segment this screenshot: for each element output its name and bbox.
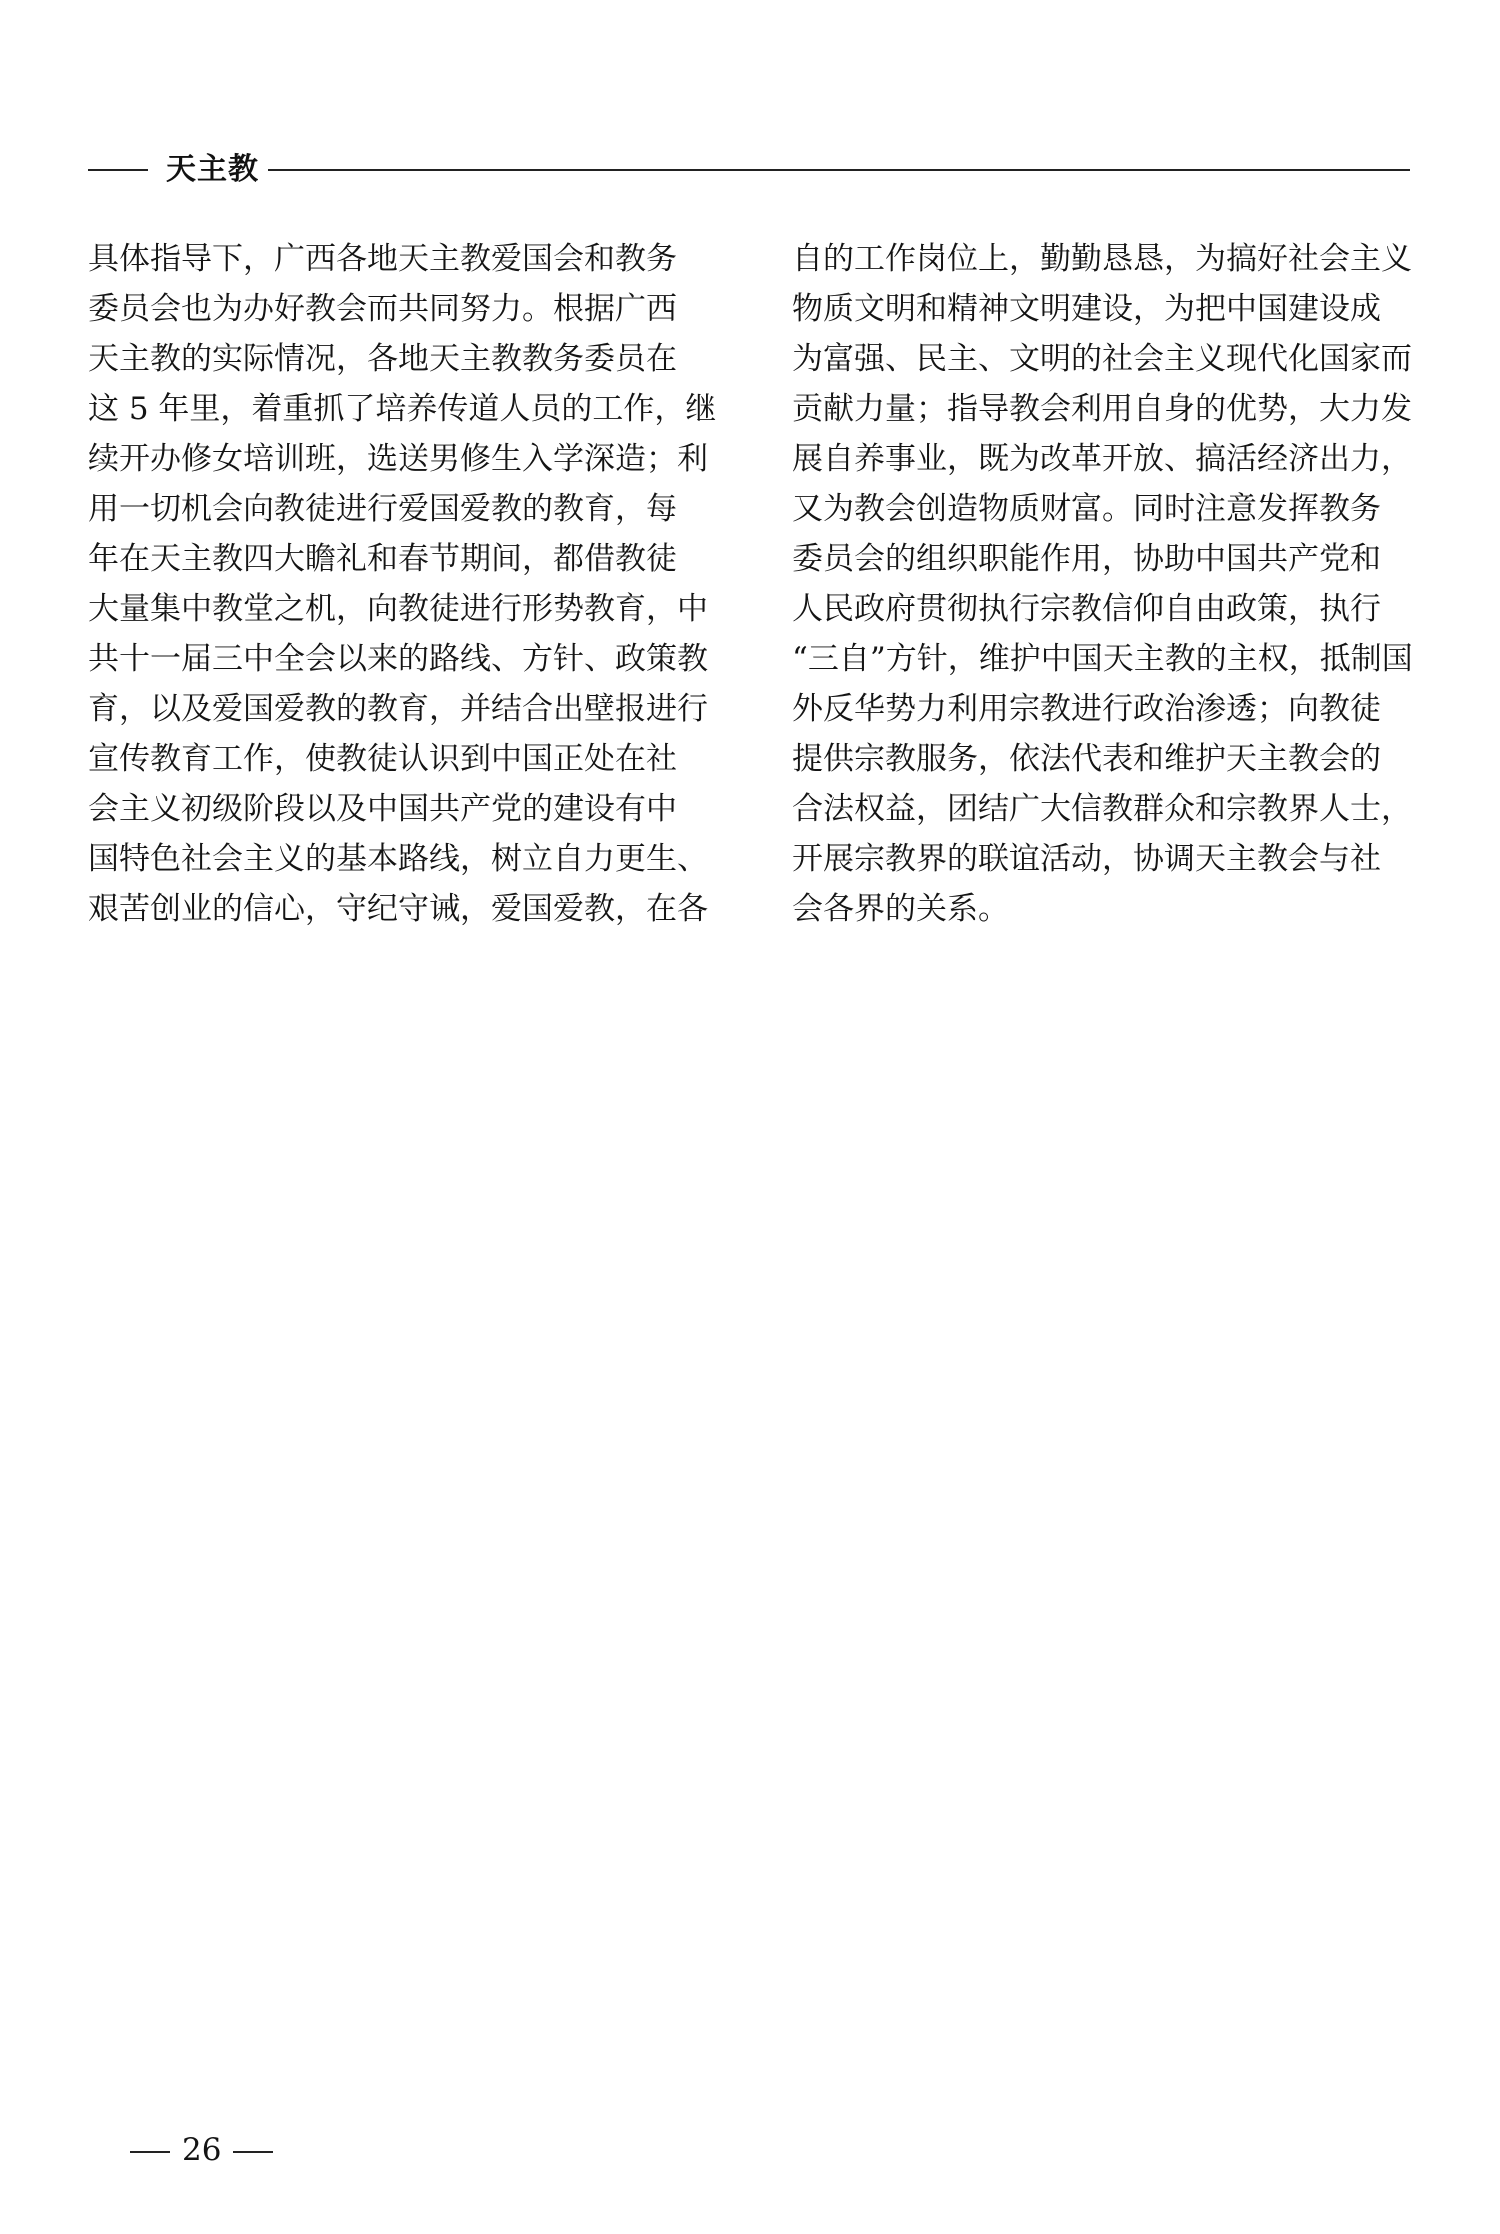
text-line: 艰苦创业的信心，守纪守诫，爱国爱教，在各 bbox=[88, 891, 708, 927]
folio-dash-right bbox=[233, 2151, 273, 2153]
running-header bbox=[88, 150, 1410, 190]
page-number: 26 bbox=[182, 2132, 222, 2168]
text-line: 提供宗教服务，依法代表和维护天主教会的 bbox=[792, 741, 1381, 777]
left-text-column bbox=[88, 234, 740, 934]
header-rule-right bbox=[268, 169, 1410, 171]
text-line: 大量集中教堂之机，向教徒进行形势教育，中 bbox=[88, 591, 708, 627]
text-line: 为富强、民主、文明的社会主义现代化国家而 bbox=[792, 341, 1412, 377]
section-title: 天主教 bbox=[166, 152, 259, 187]
text-line: 共十一届三中全会以来的路线、方针、政策教 bbox=[88, 641, 708, 677]
text-line: 物质文明和精神文明建设，为把中国建设成 bbox=[792, 291, 1381, 327]
text-line: 宣传教育工作，使教徒认识到中国正处在社 bbox=[88, 741, 677, 777]
text-line: 具体指导下，广西各地天主教爱国会和教务 bbox=[88, 241, 677, 277]
text-line: 贡献力量；指导教会利用自身的优势，大力发 bbox=[792, 391, 1412, 427]
text-line: 人民政府贯彻执行宗教信仰自由政策，执行 bbox=[792, 591, 1381, 627]
folio-dash-left bbox=[130, 2151, 170, 2153]
text-line: “三自”方针，维护中国天主教的主权，抵制国 bbox=[792, 641, 1413, 677]
text-line: 展自养事业，既为改革开放、搞活经济出力， bbox=[792, 441, 1412, 477]
text-line: 续开办修女培训班，选送男修生入学深造；利 bbox=[88, 441, 708, 477]
text-line: 会各界的关系。 bbox=[792, 891, 1009, 927]
text-line: 开展宗教界的联谊活动，协调天主教会与社 bbox=[792, 841, 1381, 877]
text-line: 年在天主教四大瞻礼和春节期间，都借教徒 bbox=[88, 541, 677, 577]
page-number-footer bbox=[130, 2130, 273, 2170]
text-line: 育，以及爱国爱教的教育，并结合出壁报进行 bbox=[88, 691, 708, 727]
text-line: 外反华势力利用宗教进行政治渗透；向教徒 bbox=[792, 691, 1381, 727]
header-rule-left bbox=[88, 169, 148, 171]
text-line: 自的工作岗位上，勤勤恳恳，为搞好社会主义 bbox=[792, 241, 1412, 277]
text-line: 委员会也为办好教会而共同努力。根据广西 bbox=[88, 291, 677, 327]
text-line: 国特色社会主义的基本路线，树立自力更生、 bbox=[88, 841, 708, 877]
text-line: 会主义初级阶段以及中国共产党的建设有中 bbox=[88, 791, 677, 827]
right-text-column bbox=[792, 234, 1444, 934]
text-line: 又为教会创造物质财富。同时注意发挥教务 bbox=[792, 491, 1381, 527]
text-line: 合法权益，团结广大信教群众和宗教界人士， bbox=[792, 791, 1412, 827]
text-line: 这 5 年里，着重抓了培养传道人员的工作，继 bbox=[88, 391, 717, 427]
text-line: 用一切机会向教徒进行爱国爱教的教育，每 bbox=[88, 491, 677, 527]
text-line: 委员会的组织职能作用，协助中国共产党和 bbox=[792, 541, 1381, 577]
text-line: 天主教的实际情况，各地天主教教务委员在 bbox=[88, 341, 677, 377]
